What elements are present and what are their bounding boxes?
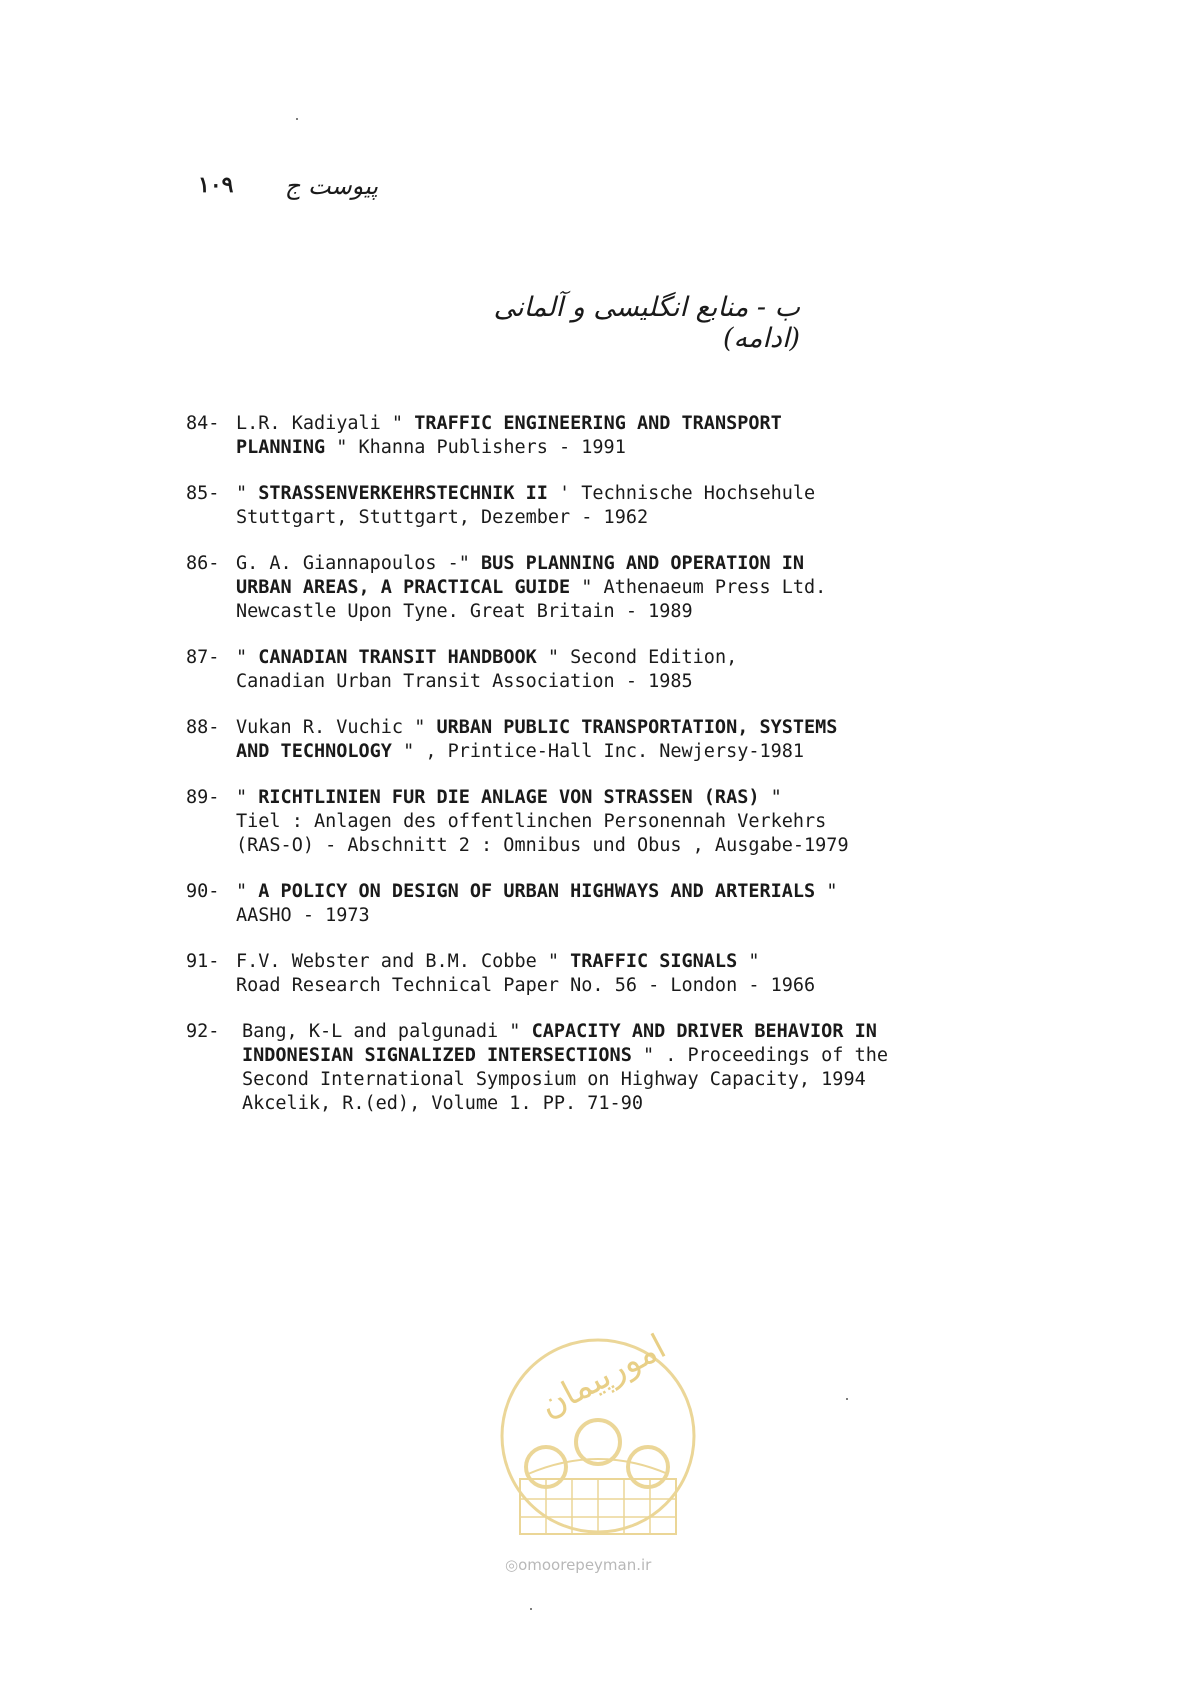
scan-speck [296, 118, 298, 120]
reference-segment: F.V. Webster and B.M. Cobbe " [236, 951, 571, 972]
reference-number: 88- [186, 717, 220, 738]
reference-line [236, 880, 1006, 904]
reference-number: 89- [186, 787, 220, 808]
reference-title-segment: RICHTLINIEN FUR DIE ANLAGE VON STRASSEN (RAS) [258, 787, 760, 808]
reference-text [236, 786, 1006, 858]
reference-line [236, 786, 1006, 810]
reference-list [186, 412, 1006, 1138]
reference-entry [186, 716, 1006, 764]
reference-title-segment: INDONESIAN SIGNALIZED INTERSECTIONS [242, 1045, 632, 1066]
reference-segment: " [236, 647, 259, 668]
reference-line [236, 600, 1006, 624]
reference-text [236, 880, 1006, 928]
reference-segment: " [815, 881, 838, 902]
reference-entry [186, 950, 1006, 998]
reference-segment: L.R. Kadiyali " [236, 413, 415, 434]
instagram-icon: ◎ [505, 1556, 519, 1574]
reference-segment: Tiel : Anlagen des offentlinchen Personennah Verkehrs [236, 811, 827, 832]
reference-line [242, 1044, 1006, 1068]
page-number: ۱۰۹ [198, 172, 234, 198]
logo-text: امورپیمان [533, 1326, 673, 1426]
reference-title-segment: URBAN AREAS, A PRACTICAL GUIDE [236, 577, 571, 598]
reference-entry [186, 786, 1006, 858]
reference-number: 84- [186, 413, 220, 434]
appendix-label: پیوست ج [284, 172, 378, 200]
reference-text [236, 716, 1006, 764]
reference-segment: (RAS-O) - Abschnitt 2 : Omnibus und Obus , Ausgabe-1979 [236, 835, 849, 856]
reference-title-segment: TRAFFIC ENGINEERING AND TRANSPORT [414, 413, 782, 434]
reference-segment: " Second Edition, [536, 647, 738, 668]
reference-text [236, 482, 1006, 530]
reference-number: 90- [186, 881, 220, 902]
reference-line [236, 646, 1006, 670]
reference-title-segment: AND TECHNOLOGY [236, 741, 392, 762]
watermark-logo [488, 1324, 708, 1552]
reference-line [236, 482, 1006, 506]
reference-segment: " Khanna Publishers - 1991 [325, 437, 626, 458]
reference-title-segment: STRASSENVERKEHRSTECHNIK II [258, 483, 548, 504]
reference-segment: " [236, 483, 259, 504]
reference-line [236, 810, 1006, 834]
reference-line [236, 950, 1006, 974]
reference-segment: AASHO - 1973 [236, 905, 370, 926]
reference-line [242, 1068, 1006, 1092]
scan-speck [530, 1608, 532, 1610]
reference-entry [186, 412, 1006, 460]
reference-number: 91- [186, 951, 220, 972]
reference-line [236, 552, 1006, 576]
reference-line [236, 834, 1006, 858]
reference-number: 86- [186, 553, 220, 574]
reference-entry [186, 482, 1006, 530]
reference-text [242, 1020, 1006, 1116]
reference-text [236, 552, 1006, 624]
page-header [198, 168, 378, 208]
reference-entry [186, 552, 1006, 624]
reference-text [236, 950, 1006, 998]
reference-entry [186, 1020, 1006, 1116]
reference-segment: Second International Symposium on Highway Capacity, 1994 [242, 1069, 866, 1090]
reference-line [236, 436, 1006, 460]
reference-title-segment: A POLICY ON DESIGN OF URBAN HIGHWAYS AND ARTERIALS [258, 881, 816, 902]
reference-segment: Newcastle Upon Tyne. Great Britain - 1989 [236, 601, 693, 622]
reference-number: 92- [186, 1021, 220, 1042]
reference-segment: " , Printice-Hall Inc. Newjersy-1981 [391, 741, 805, 762]
reference-segment: Canadian Urban Transit Association - 1985 [236, 671, 693, 692]
reference-line [236, 904, 1006, 928]
reference-entry [186, 646, 1006, 694]
reference-number: 85- [186, 483, 220, 504]
section-title: ب - منابع انگلیسی و آلمانی (ادامه) [493, 292, 800, 354]
reference-segment: Vukan R. Vuchic " [236, 717, 437, 738]
reference-segment: " Athenaeum Press Ltd. [570, 577, 827, 598]
reference-segment: Akcelik, R.(ed), Volume 1. PP. 71-90 [242, 1093, 643, 1114]
reference-text [236, 646, 1006, 694]
reference-line [236, 506, 1006, 530]
reference-segment: Stuttgart, Stuttgart, Dezember - 1962 [236, 507, 649, 528]
watermark-url: omoorepeyman.ir [518, 1556, 652, 1574]
reference-line [236, 716, 1006, 740]
reference-line [236, 670, 1006, 694]
reference-segment: Bang, K-L and palgunadi " [242, 1021, 532, 1042]
reference-title-segment: URBAN PUBLIC TRANSPORTATION, SYSTEMS [436, 717, 838, 738]
reference-segment: ' Technische Hochsehule [547, 483, 816, 504]
reference-line [236, 576, 1006, 600]
reference-segment: " [236, 881, 259, 902]
reference-line [242, 1020, 1006, 1044]
reference-title-segment: CANADIAN TRANSIT HANDBOOK [258, 647, 537, 668]
reference-segment: " [759, 787, 782, 808]
reference-entry [186, 880, 1006, 928]
reference-title-segment: PLANNING [236, 437, 326, 458]
reference-number: 87- [186, 647, 220, 668]
reference-line [236, 412, 1006, 436]
reference-line [242, 1092, 1006, 1116]
reference-title-segment: TRAFFIC SIGNALS [570, 951, 738, 972]
reference-title-segment: CAPACITY AND DRIVER BEHAVIOR IN [531, 1021, 877, 1042]
watermark-site [505, 1556, 705, 1574]
reference-line [236, 740, 1006, 764]
reference-segment: " [236, 787, 259, 808]
reference-segment: Road Research Technical Paper No. 56 - London - 1966 [236, 975, 816, 996]
reference-title-segment: BUS PLANNING AND OPERATION IN [481, 553, 805, 574]
reference-text [236, 412, 1006, 460]
reference-line [236, 974, 1006, 998]
scan-speck [846, 1398, 848, 1400]
reference-segment: " . Proceedings of the [631, 1045, 889, 1066]
reference-segment: " [737, 951, 760, 972]
reference-segment: G. A. Giannapoulos -" [236, 553, 482, 574]
